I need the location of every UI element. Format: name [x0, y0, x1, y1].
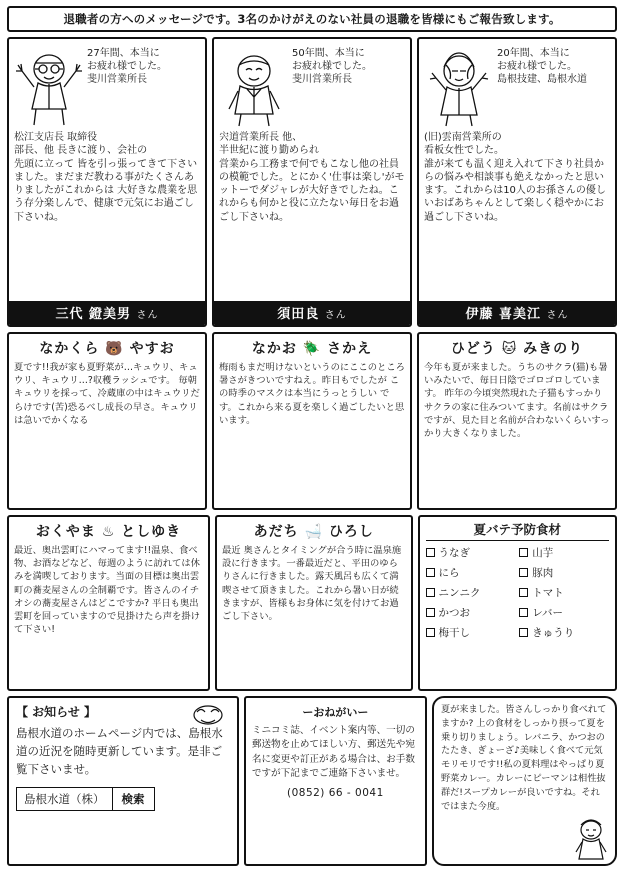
- retiree-card-top: [14, 43, 200, 129]
- staff-name-last: としゆき: [121, 524, 182, 540]
- staff-name-first: なかくら: [39, 341, 100, 357]
- retiree-heading: [87, 43, 200, 129]
- food-list-title: 夏バテ予防食材: [426, 520, 610, 541]
- staff-name-first: あだち: [253, 524, 299, 540]
- staff-title: [219, 338, 405, 358]
- retiree-role2: 部長、他 長きに渡り、会社の: [14, 145, 148, 157]
- food-list-box: [418, 515, 618, 691]
- search-box[interactable]: [16, 787, 155, 811]
- retiree-card-top: [424, 43, 610, 129]
- notice-title: 【 お知らせ 】: [16, 705, 96, 719]
- food-item-label: 梅干し: [438, 627, 470, 639]
- request-phone: (0852) 66 - 0041: [286, 786, 384, 799]
- staff-text: 最近、奥出雲町にハマってます!!温泉、食べ物、お酒などなど、毎週のように訪れては休みを満喫しております。当面の目標は奥出雲町の蕎麦屋さんの全制覇です。皆さんのイチオシの蕎麦屋さんはどこですか? 平日も奥出雲町を回っていますので見掛けたら声を掛けて下さい!: [14, 545, 200, 636]
- retiree-name-big: 鐙美男: [89, 307, 132, 322]
- retiree-thanks: お疲れ様でした。: [292, 61, 372, 73]
- staff-name-last: ひろし: [328, 524, 374, 540]
- staff-text: 夏です!!我が家も夏野菜が…キュウリ、キュウリ、キュウリ…?収穫ラッシュです。 毎朝キュウリを採って、冷蔵庫の中はキュウリだらけです(苦)恐るべし成長の早さ。キュウリは急いでかくなる: [14, 362, 200, 426]
- bath-icon: 🛁: [304, 524, 323, 540]
- cook-box: [432, 696, 617, 866]
- woman-waving-icon: [424, 43, 494, 129]
- food-item-label: にら: [438, 567, 460, 579]
- retiree-name: 須田良: [277, 307, 320, 322]
- staff-row-2: [7, 515, 617, 691]
- staff-name-last: みきのり: [523, 341, 584, 357]
- onsen-icon: ♨: [101, 524, 116, 540]
- retiree-role1: (旧)雲南営業所の: [424, 132, 502, 143]
- notice-box: [7, 696, 239, 866]
- bear-icon: 🐻: [105, 341, 124, 357]
- request-text: ミニコミ誌、イベント案内等、一切の郵送物を止めてほしい方、郵送先や宛名に変更や訂正がある場合は、お手数ですが下記までご連絡下さいませ。: [251, 725, 415, 780]
- checkbox-icon[interactable]: [519, 628, 528, 637]
- staff-text: 梅雨もまだ明けないというのにここのところ暑さがきついですねえ。昨日もでしたが この時季のマスクは本当にうっとうしい です。これから来る夏を楽しく過ごしたいと思います。: [219, 362, 405, 426]
- staff-title: [14, 338, 200, 358]
- staff-text: 最近 奥さんとタイミングが合う時に温泉施設に行きます。一番最近だと、平田のゆらりさんに行きました。露天風呂も広くて満喫させて頂きました。これから暑い日が続きますが、皆様もお身体に気を付けてお過ごし下さい。: [222, 545, 402, 622]
- checkbox-icon[interactable]: [426, 628, 435, 637]
- retiree-card: [7, 37, 207, 327]
- top-banner-text: 退職者の方へのメッセージです。3名のかけがえのない社員の退職を皆様にもご報告致します。: [63, 12, 561, 26]
- retiree-heading: [292, 43, 405, 129]
- checkbox-icon[interactable]: [426, 608, 435, 617]
- notice-text: 島根水道のホームページ内では、島根水道の近況を随時更新しています。是非ご覧下さいませ。: [16, 726, 223, 777]
- staff-block: [417, 332, 617, 510]
- checkbox-icon[interactable]: [519, 588, 528, 597]
- staff-block: [7, 332, 207, 510]
- hand-pointer-icon: [187, 702, 229, 732]
- food-item[interactable]: [426, 565, 516, 580]
- food-item[interactable]: [426, 585, 516, 600]
- retiree-card: [212, 37, 412, 327]
- food-item[interactable]: [519, 625, 609, 640]
- food-item-label: かつお: [438, 607, 470, 619]
- checkbox-icon[interactable]: [426, 568, 435, 577]
- retiree-office: 斐川営業所長: [292, 74, 352, 86]
- search-input[interactable]: 島根水道（株）: [17, 788, 113, 810]
- staff-title: [424, 338, 610, 358]
- retiree-name-plate: [214, 301, 410, 325]
- retiree-name-suffix: さん: [546, 310, 569, 321]
- staff-name-first: なかお: [251, 341, 297, 357]
- retiree-thanks: お疲れ様でした。: [87, 61, 167, 73]
- food-item[interactable]: [519, 585, 609, 600]
- retiree-role1: 松江支店長 取締役: [14, 132, 98, 143]
- food-item[interactable]: [426, 605, 516, 620]
- request-box: [244, 696, 427, 866]
- staff-title: [222, 521, 406, 541]
- retiree-row: [7, 37, 617, 327]
- staff-name-first: ひどう: [450, 341, 496, 357]
- checkbox-icon[interactable]: [519, 548, 528, 557]
- food-item[interactable]: [519, 545, 609, 560]
- chef-icon: [571, 816, 611, 862]
- retiree-name-suffix: さん: [324, 310, 347, 321]
- retiree-role2: 看板女性でした。: [424, 145, 504, 157]
- retiree-name-big: 喜美江: [499, 307, 542, 322]
- retiree-years: 27年間、本当に: [87, 48, 160, 59]
- retiree-message: 営業から工務まで何でもこなし他の社員の模範でした。とにかく'仕事は楽し'がモットーでダジャレが大好きでしたね。これからも何かと役に立たない毎日をお過ごし下さいね。: [219, 158, 405, 223]
- request-title: ーおねがいー: [302, 706, 369, 719]
- staff-name-first: おくやま: [35, 524, 96, 540]
- food-item-label: きゅうり: [532, 627, 575, 639]
- food-item-label: うなぎ: [438, 547, 470, 559]
- food-item-label: トマト: [532, 587, 564, 599]
- food-item[interactable]: [426, 545, 516, 560]
- retiree-card: [417, 37, 617, 327]
- search-button[interactable]: 検索: [121, 792, 145, 807]
- retiree-name: 三代: [55, 307, 84, 322]
- food-item-label: ニンニク: [438, 587, 481, 599]
- retiree-years: 50年間、本当に: [292, 48, 365, 59]
- food-item[interactable]: [426, 625, 516, 640]
- retiree-roles: [219, 131, 405, 298]
- food-item-label: 山芋: [532, 547, 554, 559]
- retiree-card-top: [219, 43, 405, 129]
- staff-row-1: [7, 332, 617, 510]
- retiree-roles: [424, 131, 610, 298]
- retiree-name-suffix: さん: [136, 310, 159, 321]
- food-item-label: 豚肉: [532, 567, 554, 579]
- smiling-man-icon: [219, 43, 289, 129]
- retiree-office: 島根技建、島根水道: [497, 74, 587, 86]
- staff-title: [14, 521, 203, 541]
- food-grid: [426, 545, 610, 640]
- checkbox-icon[interactable]: [426, 588, 435, 597]
- retiree-name-plate: [419, 301, 615, 325]
- checkbox-icon[interactable]: [519, 608, 528, 617]
- retiree-years: 20年間、本当に: [497, 48, 570, 59]
- checkbox-icon[interactable]: [519, 568, 528, 577]
- bottom-row: [7, 696, 617, 866]
- staff-name-last: さかえ: [327, 341, 373, 357]
- retiree-office: 斐川営業所長: [87, 74, 147, 86]
- staff-text: 今年も夏が来ました。うちのサクラ(猫)も暑いみたいで、毎日日陰でゴロゴロしています。 昨年の今頃突然現れた子猫もすっかりサクラの家に住みついてます。名前はサクラですが、見た目と名前が合わないくらいすっかり大きくなりました。: [424, 362, 610, 439]
- retiree-message: 先頭に立って 皆を引っ張ってきて下さいました。まだまだ教わる事がたくさんありましたがこれからは 大好きな農業を思う存分楽しんで、健康で元気にお過ごし下さいね。: [14, 158, 198, 223]
- retiree-thanks: お疲れ様でした。: [497, 61, 577, 73]
- cat-icon: 🐱: [501, 341, 518, 357]
- top-banner: [7, 6, 617, 32]
- staff-block: [7, 515, 210, 691]
- cheering-man-icon: [14, 43, 84, 129]
- staff-block: [212, 332, 412, 510]
- retiree-name-plate: [9, 301, 205, 325]
- cook-text: 夏が来ました。皆さんしっかり食べれてますか? 上の食材をしっかり摂って夏を乗り切りましょう。レバニラ、かつおのたたき、ぎょーざ♪美味しく食べて元気モリモリです!!私の夏料理はやっぱり夏野菜カレー。カレーにピーマンは相性抜群だ!スープカレーが良いですね。それではまた今度。: [440, 704, 607, 812]
- retiree-heading: [497, 43, 610, 129]
- checkbox-icon[interactable]: [426, 548, 435, 557]
- food-item[interactable]: [519, 565, 609, 580]
- beetle-icon: 🪲: [302, 341, 322, 357]
- staff-name-last: やすお: [129, 341, 175, 357]
- retiree-roles: [14, 131, 200, 298]
- staff-block: [215, 515, 413, 691]
- retiree-message: 誰が来ても温く迎え入れて下さり社員からの悩みや相談事も絶えなかったと思います。これからは10人のお孫さんの優しいおばあちゃんとして楽しく穏やかにお過ごし下さいね。: [424, 158, 606, 223]
- food-item-label: レバー: [532, 607, 564, 619]
- retiree-role1: 宍道営業所長 他、: [219, 132, 303, 143]
- retiree-role2: 半世紀に渡り勤められ: [219, 145, 319, 157]
- food-item[interactable]: [519, 605, 609, 620]
- retiree-name: 伊藤: [465, 307, 494, 322]
